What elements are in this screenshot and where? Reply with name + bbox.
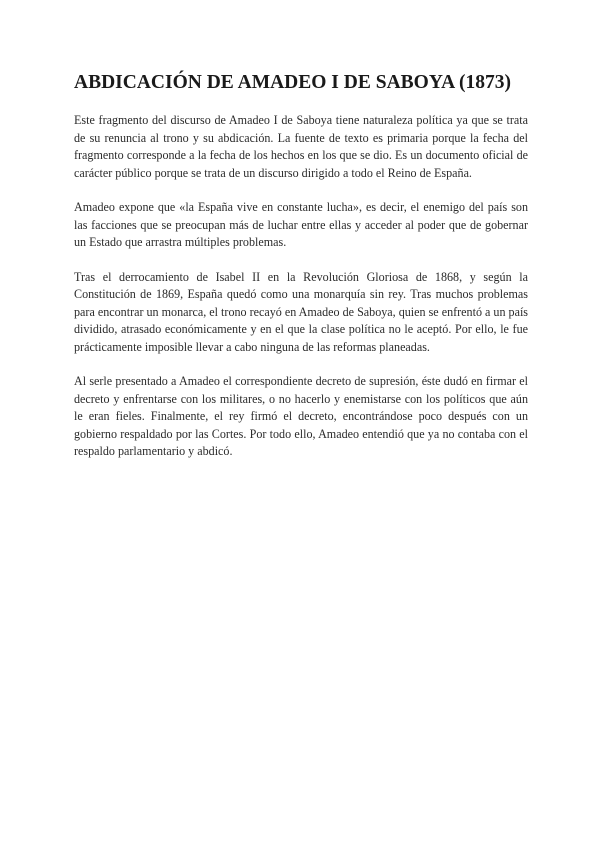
paragraph-3: Tras el derrocamiento de Isabel II en la Revolución Gloriosa de 1868, y según la Constitución de 1869, España quedó como una monarquía sin rey. Tras muchos problemas para encontrar un monarca, el trono recayó en Amadeo de Saboya, quien se enfrentó a un país dividido, atrasado económicamente y en el que la clase política no le aceptó. Por ello, le fue prácticamente imposible llevar a cabo ninguna de las reformas planeadas. <box>74 269 529 354</box>
paragraph-2: Amadeo expone que «la España vive en constante lucha», es decir, el enemigo del país son las facciones que se preocupan más de luchar entre ellas y acceder al poder que de gobernar un Estado que arrastra múltiples problemas. <box>74 200 528 249</box>
paragraph-1: Este fragmento del discurso de Amadeo I de Saboya tiene naturaleza política ya que se trata de su renuncia al trono y su abdicación. La fuente de texto es primaria porque la fecha del fragmento corresponde a la fecha de los hechos en los que se dio. Es un documento oficial de carácter público porque se trata de un discurso dirigido a todo el Reino de España. <box>74 113 528 180</box>
paragraph-4: Al serle presentado a Amadeo el correspondiente decreto de supresión, éste dudó en firmar el decreto y enfrentarse con los militares, o no hacerlo y enemistarse con los políticos que aún le eran fieles. Finalmente, el rey firmó el decreto, encontrándose poco después con un gobierno respaldado por las Cortes. Por todo ello, Amadeo entendió que ya no contaba con el respaldo parlamentario y abdicó. <box>74 374 528 458</box>
document-body <box>74 112 528 478</box>
page-title: ABDICACIÓN DE AMADEO I DE SABOYA (1873) <box>74 72 511 93</box>
